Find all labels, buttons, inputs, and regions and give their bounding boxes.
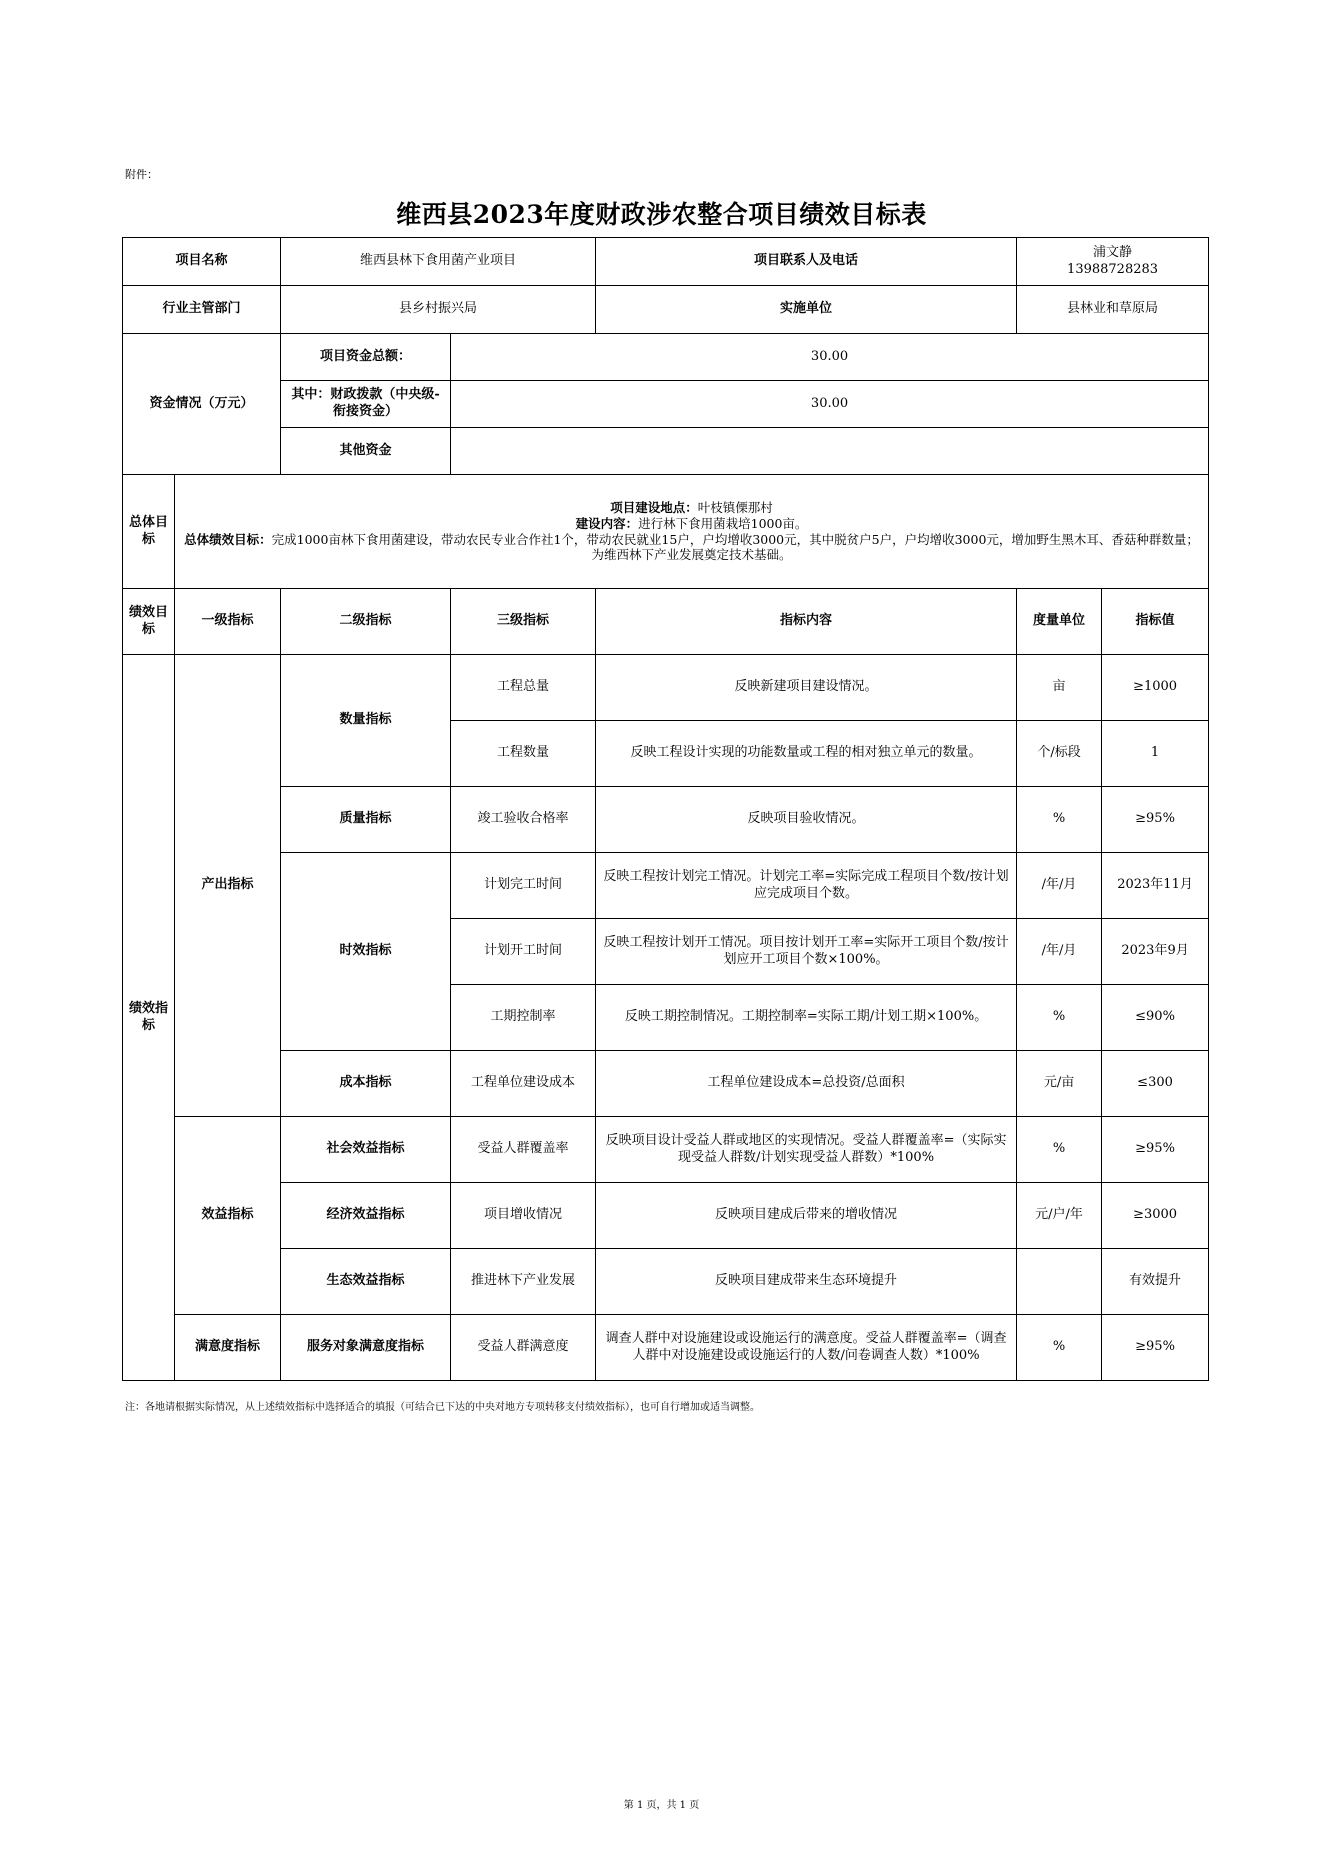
unit-cell: %: [1017, 1315, 1102, 1381]
content-cell: 反映项目建成后带来的增收情况: [596, 1183, 1017, 1249]
level3-cell: 计划开工时间: [451, 919, 596, 985]
level2-service: 服务对象满意度指标: [281, 1315, 451, 1381]
perf-header-level2: 二级指标: [281, 589, 451, 655]
overall-goal-row: [123, 475, 1209, 589]
overall-goal-content: [175, 475, 1209, 589]
content-cell: 调查人群中对设施建设或设施运行的满意度。受益人群覆盖率=（调查人群中对设施建设或设施运行的人数/问卷调查人数）*100%: [596, 1315, 1017, 1381]
project-name-value: 维西县林下食用菌产业项目: [281, 238, 596, 286]
content-cell: 反映项目建成带来生态环境提升: [596, 1249, 1017, 1315]
level2-ecological: 生态效益指标: [281, 1249, 451, 1315]
unit-cell: /年/月: [1017, 853, 1102, 919]
impl-value: 县林业和草原局: [1017, 286, 1209, 334]
value-cell: 2023年9月: [1102, 919, 1209, 985]
perf-side-label: 绩效指标: [123, 655, 175, 1381]
impl-label: 实施单位: [596, 286, 1017, 334]
funds-total-value: 30.00: [451, 334, 1209, 381]
level3-cell: 工期控制率: [451, 985, 596, 1051]
value-cell: 有效提升: [1102, 1249, 1209, 1315]
level3-cell: 工程总量: [451, 655, 596, 721]
value-cell: ≤300: [1102, 1051, 1209, 1117]
level2-timeliness: 时效指标: [281, 853, 451, 1051]
project-name-row: [123, 238, 1209, 286]
contact-phone: 13988728283: [1067, 261, 1159, 277]
level3-cell: 受益人群覆盖率: [451, 1117, 596, 1183]
level2-economic: 经济效益指标: [281, 1183, 451, 1249]
table-row: [123, 853, 1209, 919]
funds-other-value: [451, 428, 1209, 475]
value-cell: 2023年11月: [1102, 853, 1209, 919]
level3-cell: 推进林下产业发展: [451, 1249, 596, 1315]
contact-name: 浦文静: [1093, 244, 1133, 260]
overall-location: 项目建设地点：叶枝镇傈那村: [610, 500, 773, 516]
perf-header-level1: 一级指标: [175, 589, 281, 655]
unit-cell: %: [1017, 1117, 1102, 1183]
value-cell: ≥95%: [1102, 787, 1209, 853]
funds-total-row: [123, 334, 1209, 381]
value-cell: ≥95%: [1102, 1315, 1209, 1381]
content-cell: 反映工程按计划开工情况。项目按计划开工率=实际开工项目个数/按计划应开工项目个数×100%。: [596, 919, 1017, 985]
unit-cell: /年/月: [1017, 919, 1102, 985]
value-cell: ≥1000: [1102, 655, 1209, 721]
content-cell: 反映项目验收情况。: [596, 787, 1017, 853]
level2-social: 社会效益指标: [281, 1117, 451, 1183]
page-number: 第 1 页，共 1 页: [623, 1800, 700, 1811]
value-cell: ≥95%: [1102, 1117, 1209, 1183]
overall-goal-label: 总体目标: [123, 475, 175, 589]
value-cell: ≥3000: [1102, 1183, 1209, 1249]
funds-fiscal-value: 30.00: [451, 381, 1209, 428]
level1-satisfaction: 满意度指标: [175, 1315, 281, 1381]
dept-value: 县乡村振兴局: [281, 286, 596, 334]
funds-total-label: 项目资金总额：: [281, 334, 451, 381]
content-cell: 反映新建项目建设情况。: [596, 655, 1017, 721]
level3-cell: 受益人群满意度: [451, 1315, 596, 1381]
funds-fiscal-row: [123, 381, 1209, 428]
overall-content: 建设内容：进行林下食用菌栽培1000亩。: [575, 515, 808, 531]
content-cell: 反映项目设计受益人群或地区的实现情况。受益人群覆盖率=（实际实现受益人群数/计划实现受益人群数）*100%: [596, 1117, 1017, 1183]
funds-other-label: 其他资金: [281, 428, 451, 475]
attachment-label: 附件：: [125, 168, 158, 181]
level3-cell: 项目增收情况: [451, 1183, 596, 1249]
perf-header-level3: 三级指标: [451, 589, 596, 655]
perf-header-content: 指标内容: [596, 589, 1017, 655]
contact-value: [1017, 238, 1209, 286]
content-cell: 工程单位建设成本=总投资/总面积: [596, 1051, 1017, 1117]
level2-quantity: 数量指标: [281, 655, 451, 787]
level1-output: 产出指标: [175, 655, 281, 1117]
dept-label: 行业主管部门: [123, 286, 281, 334]
footnote: 注：各地请根据实际情况，从上述绩效指标中选择适合的填报（可结合已下达的中央对地方专项转移支付绩效指标），也可自行增加或适当调整。: [125, 1402, 760, 1413]
project-name-label: 项目名称: [123, 238, 281, 286]
unit-cell: %: [1017, 985, 1102, 1051]
perf-header-unit: 度量单位: [1017, 589, 1102, 655]
perf-header-row: [123, 589, 1209, 655]
table-row: [123, 655, 1209, 721]
table-row: [123, 1051, 1209, 1117]
contact-label: 项目联系人及电话: [596, 238, 1017, 286]
funds-fiscal-label: 其中：财政拨款（中央级-衔接资金）: [281, 381, 451, 428]
unit-cell: 亩: [1017, 655, 1102, 721]
unit-cell: 个/标段: [1017, 721, 1102, 787]
table-row: [123, 1315, 1209, 1381]
level2-quality: 质量指标: [281, 787, 451, 853]
level3-cell: 工程单位建设成本: [451, 1051, 596, 1117]
table-row: [123, 1183, 1209, 1249]
level3-cell: 工程数量: [451, 721, 596, 787]
level3-cell: 计划完工时间: [451, 853, 596, 919]
overall-goal: 总体绩效目标：完成1000亩林下食用菌建设，带动农民专业合作社1个，带动农民就业15户，户均增收3000元，其中脱贫户5户，户均增收3000元，增加野生黑木耳、香菇种群数量；为维西林下产业发展奠定技术基础。: [184, 531, 1199, 563]
table-row: [123, 787, 1209, 853]
unit-cell: [1017, 1249, 1102, 1315]
level2-cost: 成本指标: [281, 1051, 451, 1117]
content-cell: 反映工程设计实现的功能数量或工程的相对独立单元的数量。: [596, 721, 1017, 787]
unit-cell: 元/户/年: [1017, 1183, 1102, 1249]
funds-label: 资金情况（万元）: [123, 334, 281, 475]
content-cell: 反映工程按计划完工情况。计划完工率=实际完成工程项目个数/按计划应完成项目个数。: [596, 853, 1017, 919]
unit-cell: %: [1017, 787, 1102, 853]
level1-benefit: 效益指标: [175, 1117, 281, 1315]
perf-header-label: 绩效目标: [123, 589, 175, 655]
perf-header-value: 指标值: [1102, 589, 1209, 655]
performance-table: [122, 237, 1209, 1381]
table-row: [123, 1117, 1209, 1183]
content-cell: 反映工期控制情况。工期控制率=实际工期/计划工期×100%。: [596, 985, 1017, 1051]
funds-other-row: [123, 428, 1209, 475]
table-row: [123, 1249, 1209, 1315]
value-cell: 1: [1102, 721, 1209, 787]
page-title: 维西县2023年度财政涉农整合项目绩效目标表: [396, 200, 927, 229]
unit-cell: 元/亩: [1017, 1051, 1102, 1117]
level3-cell: 竣工验收合格率: [451, 787, 596, 853]
value-cell: ≤90%: [1102, 985, 1209, 1051]
dept-row: [123, 286, 1209, 334]
